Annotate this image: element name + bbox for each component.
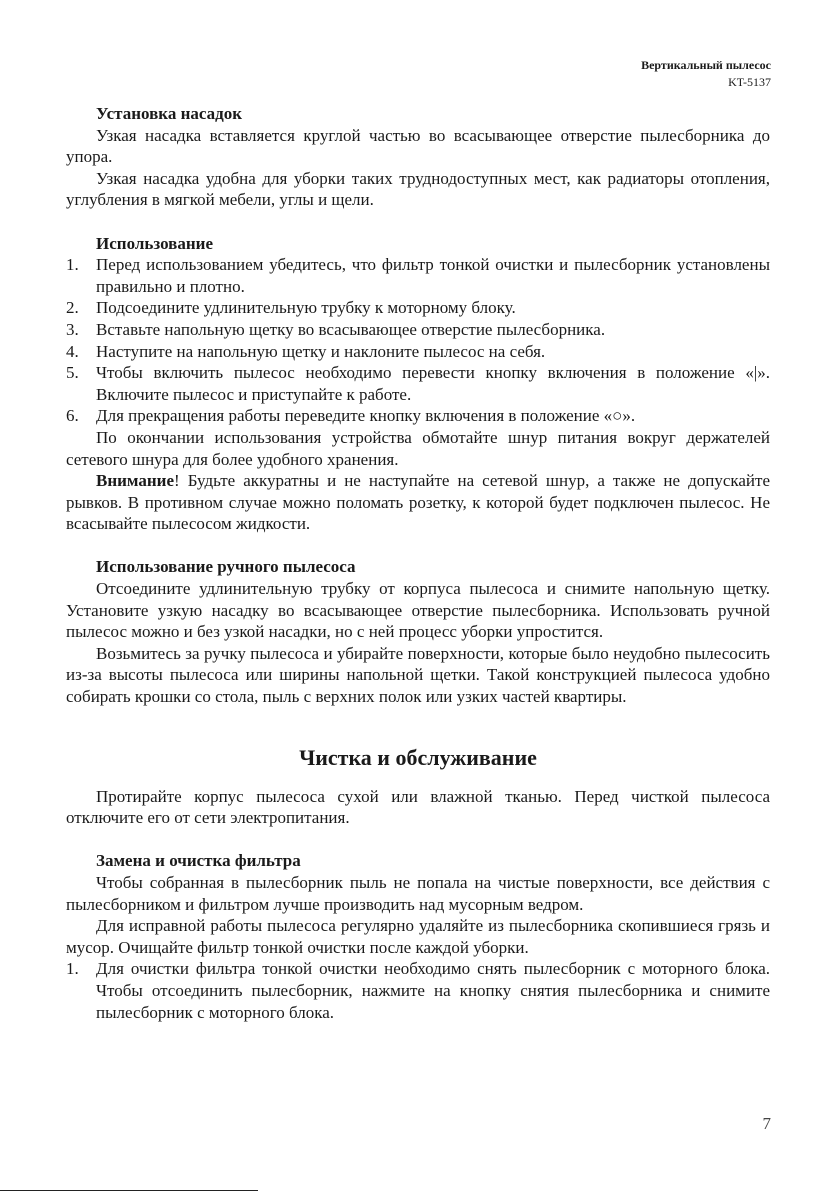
warning-paragraph (66, 470, 770, 535)
list-item (66, 405, 770, 427)
product-name: Вертикальный пылесос (641, 58, 771, 72)
list-number: 6. (66, 406, 79, 426)
section-title-handheld: Использование ручного пылесоса (96, 557, 356, 577)
paragraph: Возьмитесь за ручку пылесоса и убирайте поверхности, которые было неудобно пылесосить из-за высоты пылесоса или ширины напольной щетки. Такой конструкцией пылесоса удобно собирать крошки со стола, пыль с верхних полок или узких частей квартиры. (66, 643, 770, 707)
section-title-nozzles: Установка насадок (96, 104, 243, 123)
paragraph: По окончании использования устройства обмотайте шнур питания вокруг держателей сетевого шнура для более удобного хранения. (66, 427, 770, 469)
paragraph: Отсоедините удлинительную трубку от корпуса пылесоса и снимите напольную щетку. Установите узкую насадку во всасывающее отверстие пылесборника. Использовать ручной пылесос можно и без узкой насадки, но с ней процесс уборки упростится. (66, 579, 770, 642)
spacer (66, 772, 770, 786)
page-header (641, 57, 771, 91)
page-number: 7 (762, 1114, 771, 1133)
list-item (66, 958, 770, 1023)
list-number: 4. (66, 341, 79, 361)
section-heading-cleaning: Чистка и обслуживание (299, 744, 537, 770)
spacer (66, 829, 770, 851)
warning-label: Внимание (96, 471, 175, 491)
list-number: 3. (66, 319, 79, 339)
paragraph: Узкая насадка удобна для уборки таких труднодоступных мест, как радиаторы отопления, углубления в мягкой мебели, углы и щели. (66, 168, 770, 210)
list-item (66, 341, 770, 363)
list-text: Чтобы включить пылесос необходимо перевести кнопку включения в положение «|». Включите пылесос и приступайте к работе. (96, 363, 770, 404)
paragraph: Для исправной работы пылесоса регулярно удаляйте из пылесборника скопившиеся грязь и мусор. Очищайте фильтр тонкой очистки после каждой уборки. (66, 916, 770, 957)
paragraph: Узкая насадка вставляется круглой частью во всасывающее отверстие пылесборника до упора. (66, 125, 770, 167)
list-number: 5. (66, 363, 79, 383)
section-title-usage: Использование (96, 233, 213, 253)
list-item (66, 319, 770, 341)
list-number: 1. (66, 255, 79, 275)
footer-divider (0, 1190, 258, 1191)
spacer (66, 535, 770, 557)
list-item (66, 254, 770, 297)
list-item (66, 297, 770, 319)
list-text: Для прекращения работы переведите кнопку включения в положение «○». (96, 406, 636, 426)
filter-steps-list (66, 958, 770, 1023)
warning-text: ! Будьте аккуратны и не наступайте на сетевой шнур, а также не допускайте рывков. В противном случае можно поломать розетку, к которой будет подключен пылесос. Не всасывайте пылесосом жидкости. (66, 471, 770, 534)
section-title-filter: Замена и очистка фильтра (96, 851, 301, 871)
usage-steps-list (66, 254, 770, 427)
spacer (66, 211, 770, 233)
list-item (66, 362, 770, 405)
list-text: Для очистки фильтра тонкой очистки необходимо снять пылесборник с моторного блока. Чтобы отсоединить пылесборник, нажмите на кнопку снятия пылесборника и снимите пылесборник с моторного блока. (96, 959, 770, 1022)
paragraph: Протирайте корпус пылесоса сухой или влажной тканью. Перед чисткой пылесоса отключите его от сети электропитания. (66, 786, 770, 828)
list-text: Подсоедините удлинительную трубку к моторному блоку. (96, 298, 516, 318)
product-model: KT-5137 (728, 75, 771, 89)
list-number: 2. (66, 298, 79, 318)
document-body (66, 103, 770, 1023)
paragraph: Чтобы собранная в пылесборник пыль не попала на чистые поверхности, все действия с пылесборником и фильтром лучше производить над мусорным ведром. (66, 873, 770, 914)
list-number: 1. (66, 959, 79, 979)
spacer (66, 708, 770, 744)
list-text: Вставьте напольную щетку во всасывающее отверстие пылесборника. (96, 319, 606, 339)
list-text: Наступите на напольную щетку и наклоните пылесос на себя. (96, 341, 546, 361)
list-text: Перед использованием убедитесь, что фильтр тонкой очистки и пылесборник установлены правильно и плотно. (96, 255, 770, 296)
